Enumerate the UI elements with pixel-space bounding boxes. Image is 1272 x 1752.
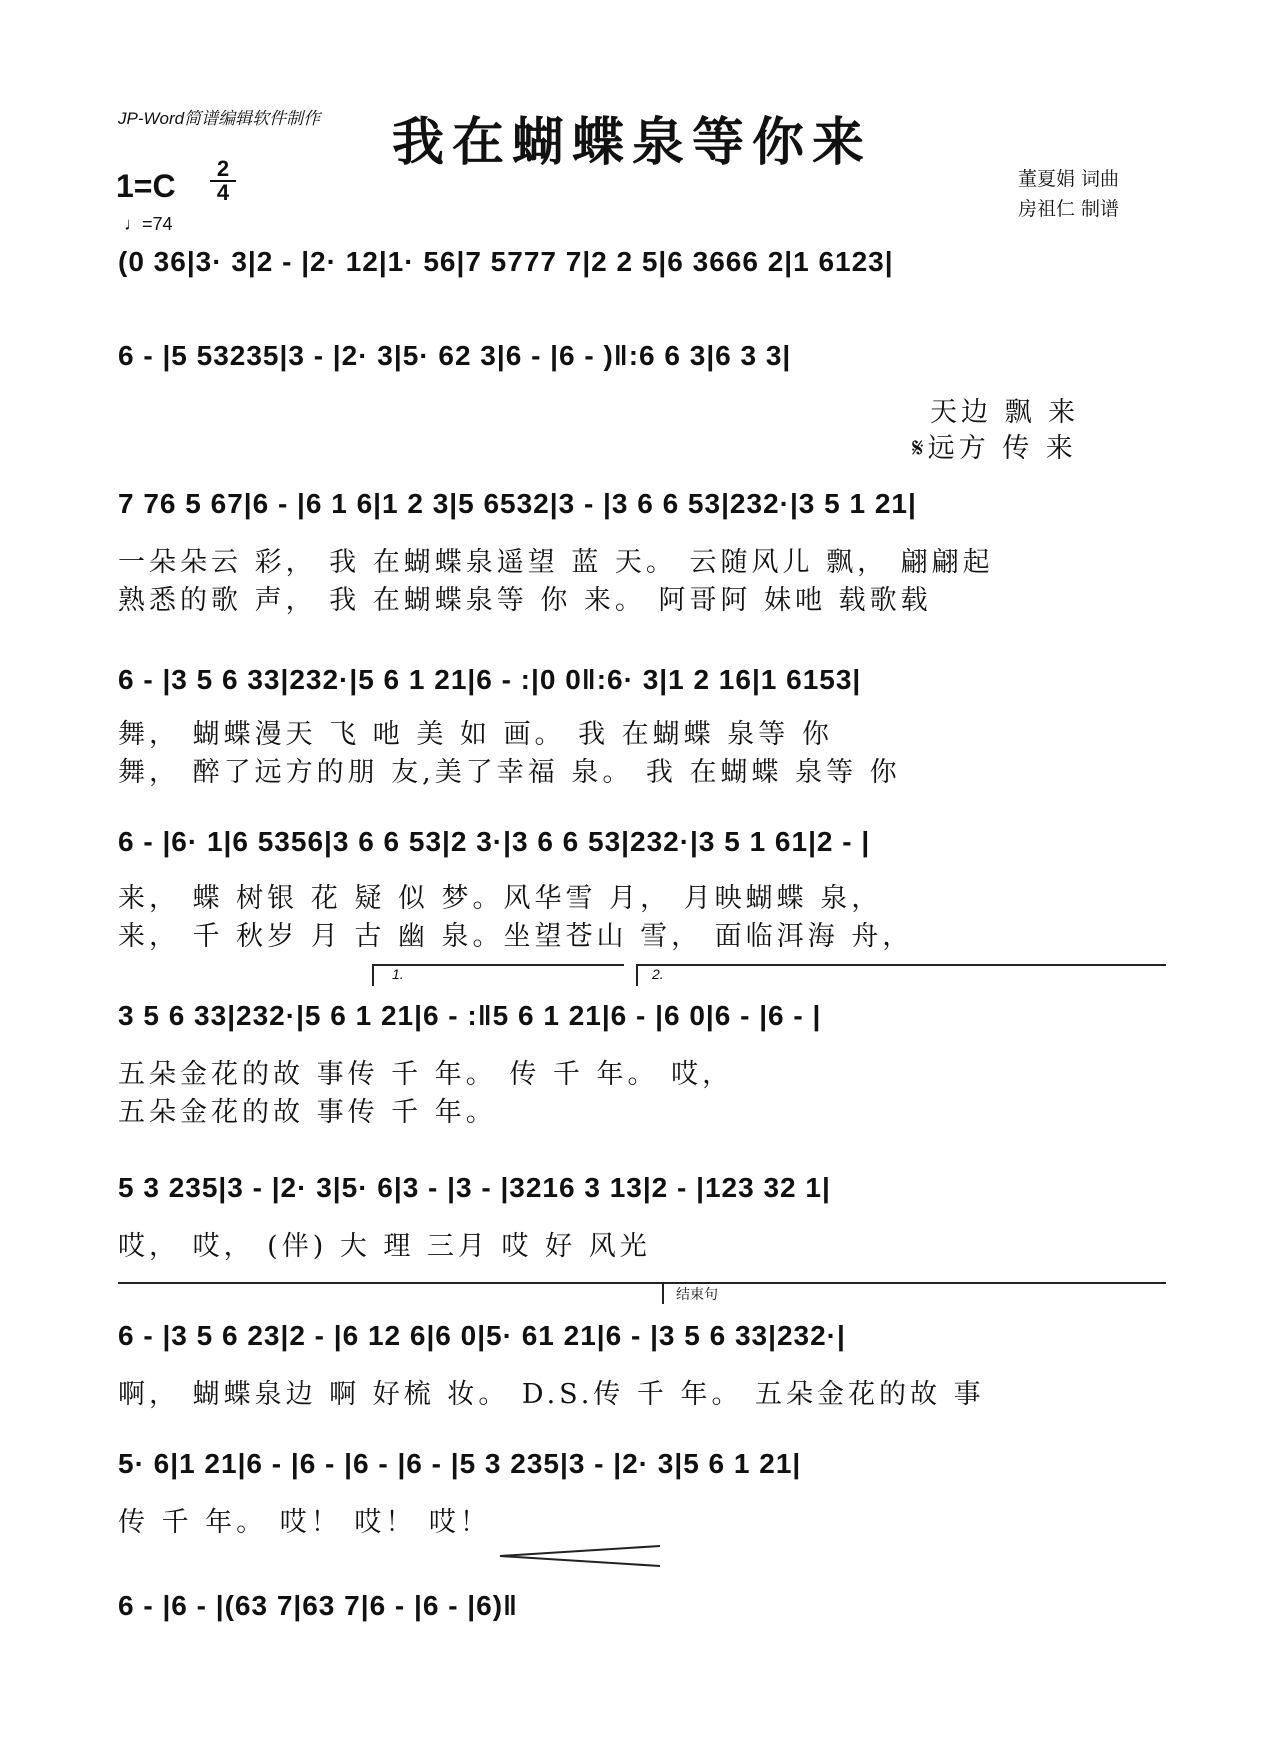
lyric-line-6b: 五朵金花的故 事传 千 年。	[118, 1097, 497, 1128]
volta-2-bracket-start	[636, 964, 638, 986]
lyric-line-5a: 来， 蝶 树银 花 疑 似 梦。风华雪 月， 月映蝴蝶 泉，	[118, 883, 883, 914]
lyric-line-4b: 舞， 醉了远方的朋 友,美了幸福 泉。 我 在蝴蝶 泉等 你	[118, 757, 901, 788]
coda-label: 结束句	[676, 1286, 718, 1302]
score-system-9: 5· 6|1 21|6 - |6 - |6 - |6 - |5 3 235|3 - |2· 3|5 6 1 21|	[118, 1448, 802, 1479]
volta-1-bracket	[372, 964, 624, 966]
lyric-line-3b: 熟悉的歌 声， 我 在蝴蝶泉等 你 来。 阿哥阿 妹吔 载歌载	[118, 585, 932, 616]
lyric-line-5b: 来， 千 秋岁 月 古 幽 泉。坐望苍山 雪， 面临洱海 舟，	[118, 921, 914, 952]
volta-1-label: 1.	[392, 966, 404, 982]
score-system-5: 6 - |6· 1|6 5356|3 6 6 53|2 3·|3 6 6 53|232·|3 5 1 61|2 - |	[118, 826, 871, 857]
coda-rule	[118, 1282, 1166, 1284]
lyric-line-3a: 一朵朵云 彩， 我 在蝴蝶泉遥望 蓝 天。 云随风儿 飘， 翩翩起	[118, 547, 994, 578]
tempo-marking: ♩=74	[124, 214, 173, 234]
lyric-line-8a: 啊， 蝴蝶泉边 啊 好梳 妆。 D.S.传 千 年。 五朵金花的故 事	[118, 1379, 985, 1410]
score-system-2: 6 - |5 53235|3 - |2· 3|5· 62 3|6 - |6 - )‖:6 6 3|6 3 3|	[118, 340, 792, 371]
coda-bracket-start	[662, 1282, 664, 1304]
lyric-line-6a: 五朵金花的故 事传 千 年。 传 千 年。 哎，	[118, 1059, 734, 1090]
lyric-line-4a: 舞， 蝴蝶漫天 飞 吔 美 如 画。 我 在蝴蝶 泉等 你	[118, 719, 833, 750]
score-system-8: 6 - |3 5 6 23|2 - |6 12 6|6 0|5· 61 21|6 - |3 5 6 33|232·|	[118, 1320, 846, 1351]
hairpin-marking	[500, 1544, 660, 1568]
volta-2-label: 2.	[652, 966, 664, 982]
score-system-7: 5 3 235|3 - |2· 3|5· 6|3 - |3 - |3216 3 13|2 - |123 32 1|	[118, 1172, 831, 1203]
song-title: 我在蝴蝶泉等你来	[392, 112, 873, 173]
lyric-line-2a: 天边 飘 来	[930, 397, 1080, 428]
volta-2-bracket	[636, 964, 1166, 966]
time-signature-top: 2	[210, 158, 236, 182]
lyric-line-2b: 𝄋远方 传 来	[912, 433, 1077, 464]
volta-1-bracket-start	[372, 964, 374, 986]
score-system-1: (0 36|3· 3|2 - |2· 12|1· 56|7 5777 7|2 2 5|6 3666 2|1 6123|	[118, 246, 894, 277]
credit-notation: 房祖仁 制谱	[1018, 198, 1120, 220]
credit-lyrics-music: 董夏娟 词曲	[1018, 168, 1120, 190]
score-system-3: 7 76 5 67|6 - |6 1 6|1 2 3|5 6532|3 - |3 6 6 53|232·|3 5 1 21|	[118, 488, 917, 519]
score-system-4: 6 - |3 5 6 33|232·|5 6 1 21|6 - :|0 0‖:6· 3|1 2 16|1 6153|	[118, 664, 862, 695]
time-signature-bottom: 4	[216, 180, 230, 205]
time-signature	[210, 158, 236, 204]
lyric-line-7a: 哎， 哎， (伴) 大 理 三月 哎 好 风光	[118, 1231, 651, 1262]
score-system-10: 6 - |6 - |(63 7|63 7|6 - |6 - |6)‖	[118, 1590, 518, 1621]
key-signature: 1=C	[116, 168, 176, 204]
software-credit: JP-Word简谱编辑软件制作	[118, 109, 321, 128]
score-system-6: 3 5 6 33|232·|5 6 1 21|6 - :‖5 6 1 21|6 - |6 0|6 - |6 - |	[118, 1000, 822, 1031]
lyric-line-9a: 传 千 年。 哎！ 哎！ 哎！	[118, 1507, 491, 1538]
credits	[1018, 164, 1119, 224]
